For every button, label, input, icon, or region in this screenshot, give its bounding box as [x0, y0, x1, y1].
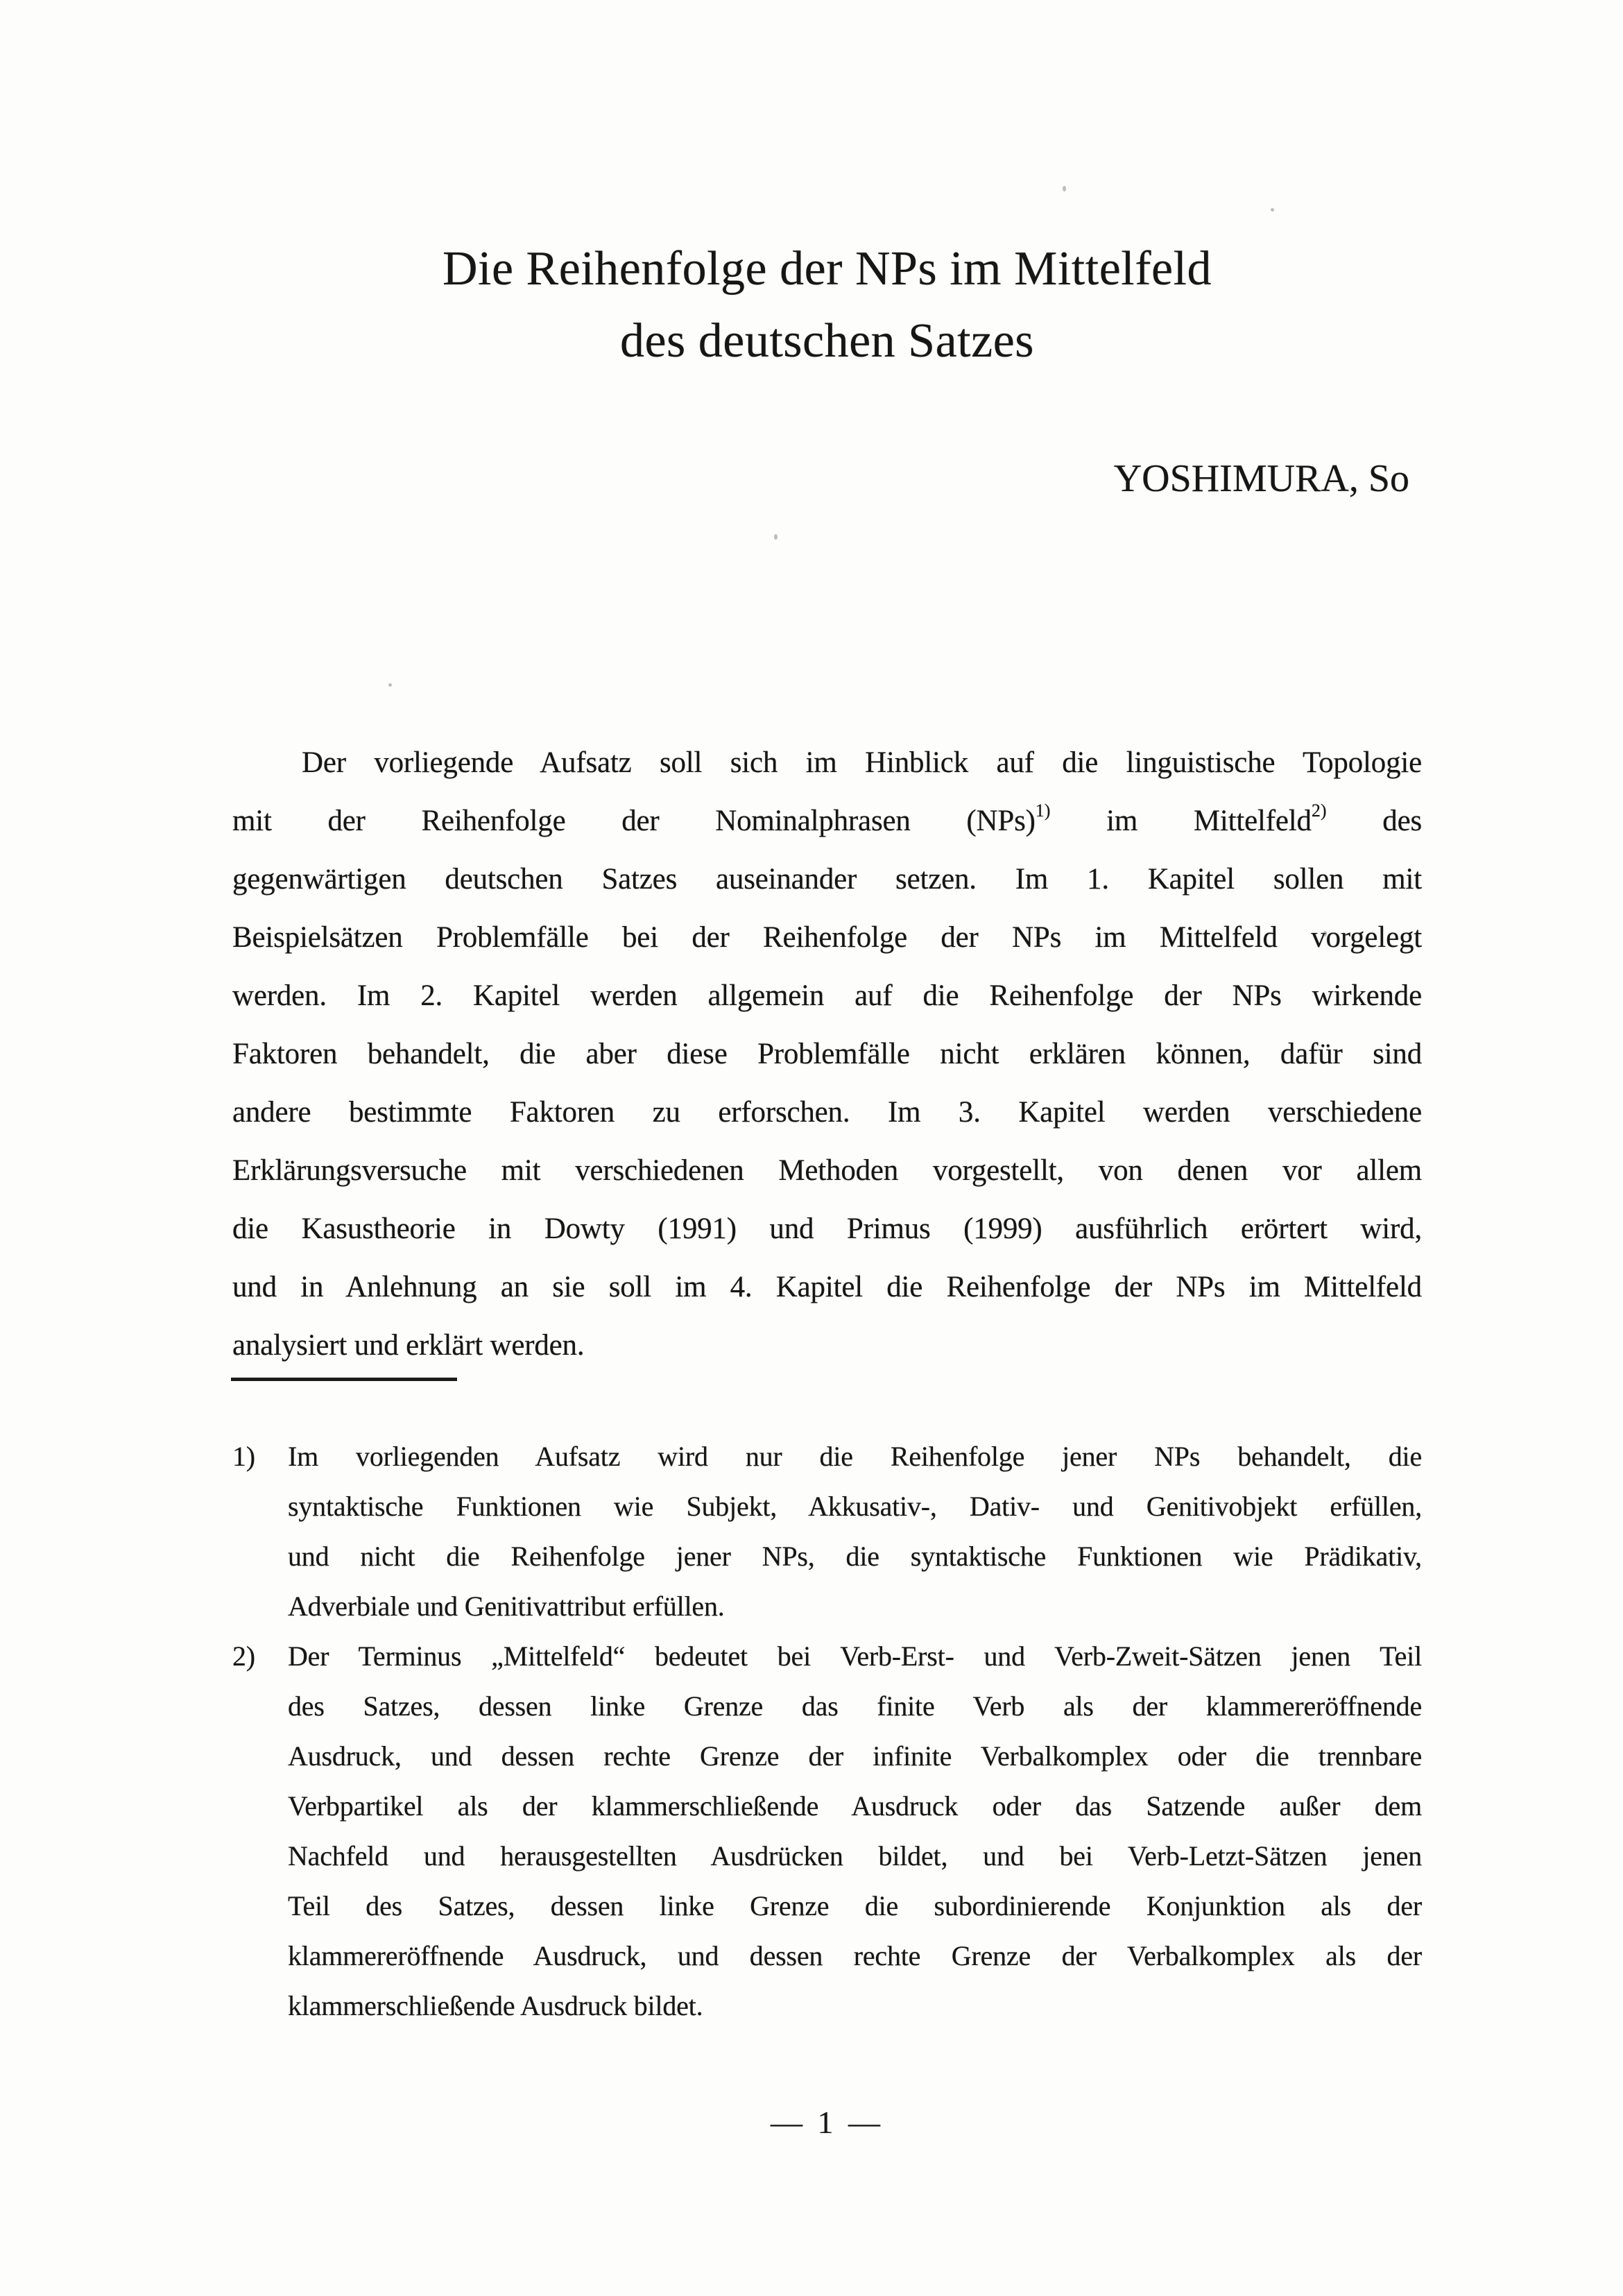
scan-speck [1063, 186, 1066, 191]
footnote-line: Der Terminus „Mittelfeld“ bedeutet bei Verb-Erst- und Verb-Zweit-Sätzen jenen Teil [288, 1640, 1422, 1672]
body-text-segment: mit der Reihenfolge der Nominalphrasen (NPs) [232, 805, 1036, 837]
footnote-line: Ausdruck, und dessen rechte Grenze der infinite Verbalkomplex oder die trennbare [288, 1740, 1422, 1772]
body-line [232, 792, 1422, 850]
author-name: YOSHIMURA, So [1113, 457, 1409, 500]
footnote-separator-rule [231, 1378, 457, 1381]
body-line: Beispielsätzen Problemfälle bei der Reihenfolge der NPs im Mittelfeld vorgelegt [232, 921, 1422, 954]
body-line: analysiert und erklärt werden. [232, 1329, 585, 1362]
footnote-line: und nicht die Reihenfolge jener NPs, die syntaktische Funktionen wie Prädikativ, [288, 1541, 1422, 1572]
abstract-paragraph [232, 734, 1422, 1375]
page-number: — 1 — [771, 2105, 884, 2140]
footnote-line: klammerschließende Ausdruck bildet. [288, 1990, 703, 2021]
paper-title-line-1: Die Reihenfolge der NPs im Mittelfeld [442, 242, 1212, 295]
footnote-2 [232, 1631, 1422, 2031]
body-line: Der vorliegende Aufsatz soll sich im Hinblick auf die linguistische Topologie [302, 746, 1422, 779]
footnote-line: Nachfeld und herausgestellten Ausdrücken bildet, und bei Verb-Letzt-Sätzen jenen [288, 1840, 1422, 1871]
footnote-line: Verbpartikel als der klammerschließende Ausdruck oder das Satzende außer dem [288, 1790, 1422, 1822]
footnote-line: syntaktische Funktionen wie Subjekt, Akkusativ-, Dativ- und Genitivobjekt erfüllen, [288, 1491, 1422, 1522]
footnote-ref-2: 2) [1311, 800, 1327, 821]
footnote-1-marker: 1) [232, 1441, 255, 1472]
body-line: und in Anlehnung an sie soll im 4. Kapitel die Reihenfolge der NPs im Mittelfeld [232, 1271, 1422, 1303]
paper-title [232, 233, 1422, 377]
body-line: Faktoren behandelt, die aber diese Problemfälle nicht erklären können, dafür sind [232, 1038, 1422, 1070]
footnote-line: Adverbiale und Genitivattribut erfüllen. [288, 1591, 725, 1622]
body-line: andere bestimmte Faktoren zu erforschen. Im 3. Kapitel werden verschiedene [232, 1096, 1422, 1129]
footnotes-section [232, 1432, 1422, 2031]
body-line: die Kasustheorie in Dowty (1991) und Primus (1999) ausführlich erörtert wird, [232, 1213, 1422, 1245]
body-line: Erklärungsversuche mit verschiedenen Methoden vorgestellt, von denen vor allem [232, 1154, 1422, 1187]
paper-title-line-2: des deutschen Satzes [619, 314, 1035, 368]
footnote-line: Im vorliegenden Aufsatz wird nur die Reihenfolge jener NPs behandelt, die [288, 1441, 1422, 1472]
scan-speck [388, 683, 392, 687]
footnote-1 [232, 1432, 1422, 1631]
scan-speck [1323, 931, 1327, 936]
body-line: gegenwärtigen deutschen Satzes auseinander setzen. Im 1. Kapitel sollen mit [232, 863, 1422, 896]
footnote-ref-1: 1) [1035, 800, 1051, 821]
footnote-line: des Satzes, dessen linke Grenze das finite Verb als der klammereröffnende [288, 1690, 1422, 1722]
footnote-line: klammereröffnende Ausdruck, und dessen rechte Grenze der Verbalkomplex als der [288, 1940, 1422, 1971]
footnote-2-marker: 2) [232, 1640, 255, 1672]
footnote-line: Teil des Satzes, dessen linke Grenze die subordinierende Konjunktion als der [288, 1890, 1422, 1921]
scan-speck [1271, 208, 1274, 212]
body-text-segment: des [1326, 805, 1422, 837]
body-text-segment: im Mittelfeld [1050, 805, 1312, 837]
body-line: werden. Im 2. Kapitel werden allgemein auf die Reihenfolge der NPs wirkende [232, 979, 1422, 1012]
scan-speck [774, 534, 778, 540]
